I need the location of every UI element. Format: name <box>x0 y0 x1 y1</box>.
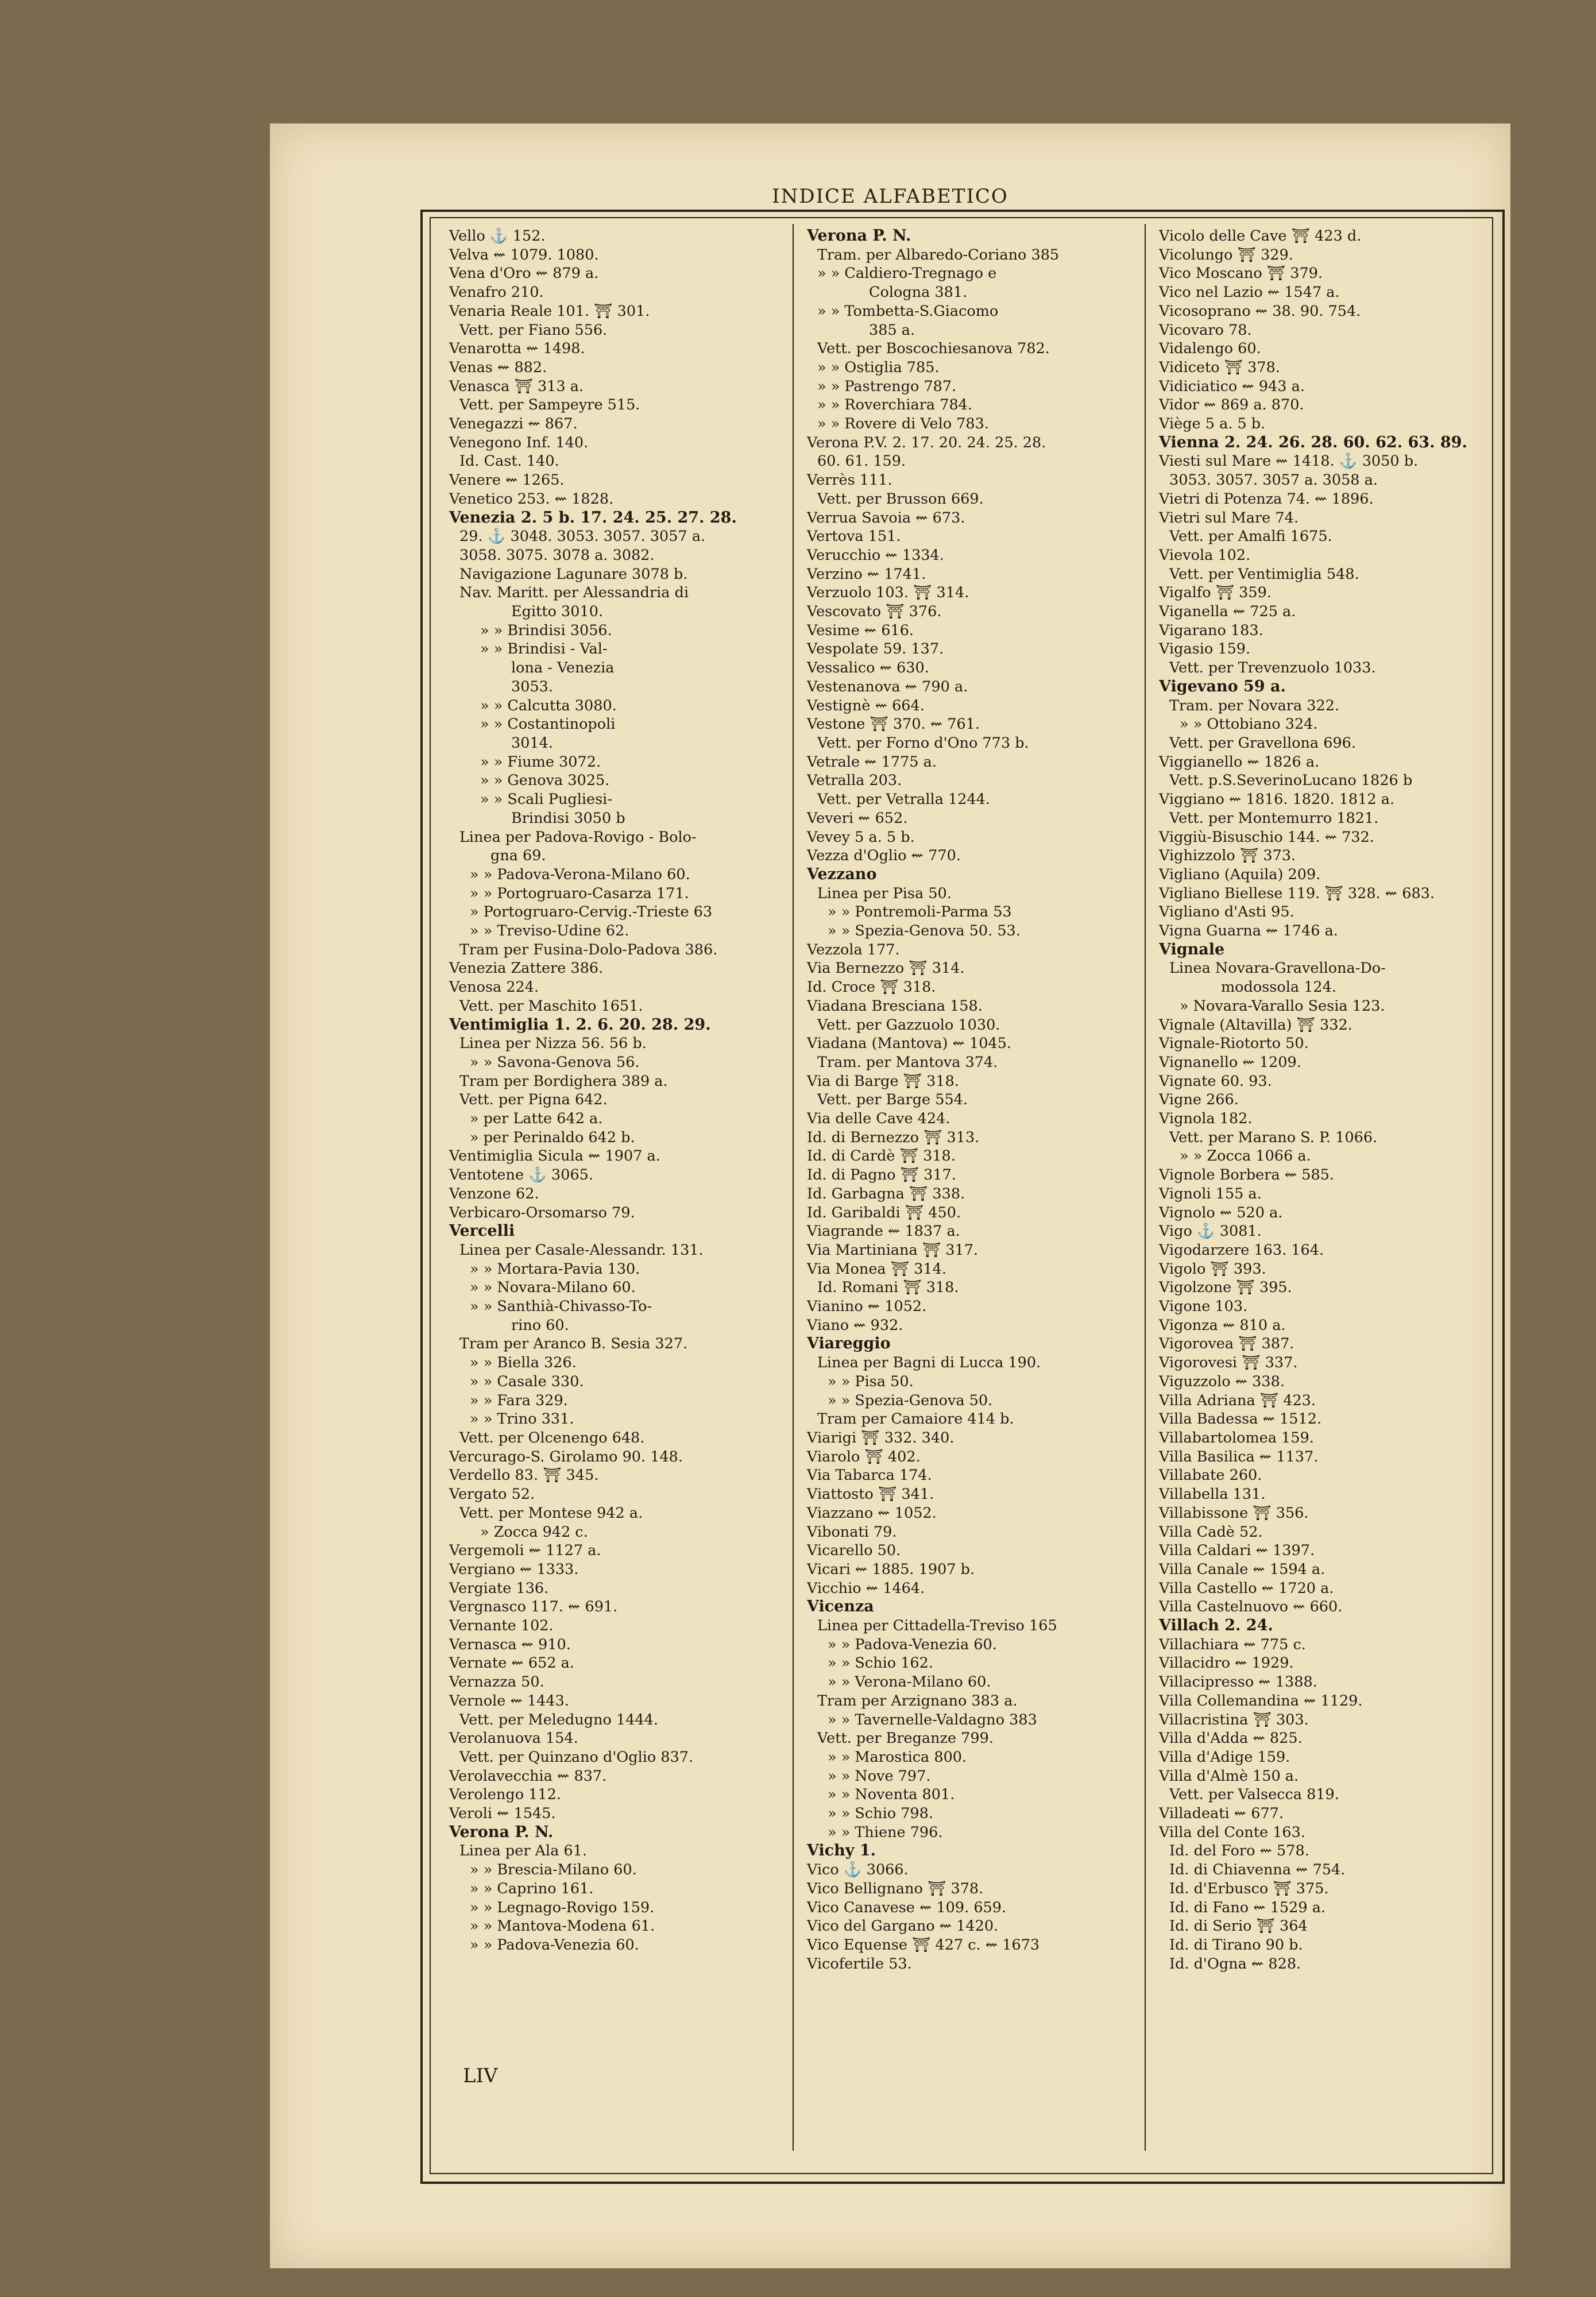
index-column-3 <box>1159 227 1498 1973</box>
index-entry: 3053. <box>511 678 554 695</box>
index-entry: Vietri sul Mare 74. <box>1159 509 1299 527</box>
index-entry: Vignola 182. <box>1159 1110 1253 1128</box>
index-entry: Verolavecchia ⇜ 837. <box>449 1767 607 1785</box>
index-entry: Vicolungo ⛩ 329. <box>1159 246 1293 264</box>
index-entry: Vergemoli ⇜ 1127 a. <box>449 1542 601 1560</box>
index-entry: Vigonza ⇜ 810 a. <box>1159 1316 1286 1334</box>
index-entry: Villabella 131. <box>1159 1486 1266 1503</box>
index-entry: Villa d'Almè 150 a. <box>1159 1767 1299 1785</box>
index-entry: Viggiù-Bisuschio 144. ⇜ 732. <box>1159 828 1374 846</box>
index-entry: Villabate 260. <box>1159 1467 1262 1484</box>
index-entry: Vernante 102. <box>449 1617 554 1635</box>
index-entry: » » Padova-Venezia 60. <box>470 1936 639 1954</box>
index-entry: Vett. per Fiano 556. <box>459 321 608 339</box>
index-entry: Via Bernezzo ⛩ 314. <box>807 960 965 977</box>
index-entry: » Portogruaro-Cervig.-Trieste 63 <box>470 903 713 921</box>
index-entry: Veveri ⇜ 652. <box>807 809 908 827</box>
index-entry: Id. di Bernezzo ⛩ 313. <box>807 1128 980 1146</box>
index-entry: Villacristina ⛩ 303. <box>1159 1711 1309 1728</box>
index-entry: » Zocca 942 c. <box>480 1523 588 1541</box>
index-entry: Linea per Cittadella-Treviso 165 <box>817 1617 1057 1635</box>
index-entry: Vigolo ⛩ 393. <box>1159 1260 1266 1278</box>
index-entry: Vico ⚓ 3066. <box>807 1861 909 1879</box>
index-entry: Vernole ⇜ 1443. <box>449 1692 569 1710</box>
index-entry: Vigliano d'Asti 95. <box>1159 903 1294 921</box>
index-entry: Vienna 2. 24. 26. 28. 60. 62. 63. 89. <box>1159 433 1467 451</box>
index-entry: Vicovaro 78. <box>1159 321 1252 339</box>
index-entry: Verbicaro-Orsomarso 79. <box>449 1204 635 1221</box>
index-entry: » » Caldiero-Tregnago e <box>817 265 997 283</box>
index-entry: Via Monea ⛩ 314. <box>807 1260 946 1278</box>
index-entry: Vercurago-S. Girolamo 90. 148. <box>449 1448 683 1465</box>
index-entry: » » Spezia-Genova 50. 53. <box>828 922 1021 940</box>
index-entry: Vigone 103. <box>1159 1298 1248 1316</box>
index-entry: Tram per Fusina-Dolo-Padova 386. <box>459 941 718 958</box>
index-entry: Viarigi ⛩ 332. 340. <box>807 1429 954 1447</box>
index-entry: » » Fiume 3072. <box>480 753 601 771</box>
index-entry: Vett. per Boscochiesanova 782. <box>817 340 1050 358</box>
index-entry: Viesti sul Mare ⇜ 1418. ⚓ 3050 b. <box>1159 453 1419 470</box>
index-entry: Vicchio ⇜ 1464. <box>807 1579 925 1597</box>
index-entry: Vibonati 79. <box>807 1523 897 1541</box>
index-entry: Via di Barge ⛩ 318. <box>807 1072 959 1090</box>
index-entry: Via Martiniana ⛩ 317. <box>807 1241 979 1259</box>
index-entry: modossola 124. <box>1221 979 1336 996</box>
index-entry: lona - Venezia <box>511 659 615 677</box>
index-entry: Id. Garbagna ⛩ 338. <box>807 1185 965 1202</box>
index-entry: » » Ottobiano 324. <box>1180 716 1318 733</box>
index-entry: Vigarano 183. <box>1159 621 1263 639</box>
index-entry: Id. d'Erbusco ⛩ 375. <box>1169 1880 1329 1897</box>
page-header-title: INDICE ALFABETICO <box>772 185 1008 208</box>
index-entry: Vigodarzere 163. 164. <box>1159 1241 1324 1259</box>
index-entry: Linea per Casale-Alessandr. 131. <box>459 1241 704 1259</box>
index-entry: Venas ⇜ 882. <box>449 358 547 376</box>
index-entry: Villa d'Adige 159. <box>1159 1748 1290 1766</box>
index-entry: Vergiate 136. <box>449 1579 549 1597</box>
index-entry: Id. di Tirano 90 b. <box>1169 1936 1303 1954</box>
index-entry: Viganella ⇜ 725 a. <box>1159 603 1296 621</box>
index-entry: Vezzola 177. <box>807 941 900 958</box>
index-column-1 <box>449 227 788 1955</box>
index-entry: Vett. per Olcenengo 648. <box>459 1429 645 1447</box>
index-entry: » » Novara-Milano 60. <box>470 1279 636 1297</box>
index-entry: Viarolo ⛩ 402. <box>807 1448 921 1465</box>
index-entry: » » Trino 331. <box>470 1410 574 1428</box>
index-entry: Verzino ⇜ 1741. <box>807 565 926 583</box>
index-entry: Vidalengo 60. <box>1159 340 1261 358</box>
index-entry: Vico Moscano ⛩ 379. <box>1159 265 1323 283</box>
index-entry: Vett. per Marano S. P. 1066. <box>1169 1128 1378 1146</box>
index-entry: Viadana (Mantova) ⇜ 1045. <box>807 1035 1012 1053</box>
index-entry: Villa Badessa ⇜ 1512. <box>1159 1410 1322 1428</box>
index-entry: Vezzano <box>807 865 877 883</box>
index-entry: Villabartolomea 159. <box>1159 1429 1314 1447</box>
index-entry: » » Mantova-Modena 61. <box>470 1917 655 1935</box>
index-entry: Tram per Arzignano 383 a. <box>817 1692 1018 1710</box>
index-entry: Velva ⇜ 1079. 1080. <box>449 246 599 264</box>
index-entry: Vignolo ⇜ 520 a. <box>1159 1204 1283 1221</box>
index-entry: » » Legnago-Rovigo 159. <box>470 1898 655 1916</box>
index-entry: Venaria Reale 101. ⛩ 301. <box>449 302 650 320</box>
index-entry: Vessalico ⇜ 630. <box>807 659 929 677</box>
index-entry: Vett. per Montese 942 a. <box>459 1504 643 1522</box>
index-entry: Viadana Bresciana 158. <box>807 997 983 1015</box>
index-entry: Id. di Cardè ⛩ 318. <box>807 1147 956 1165</box>
index-entry: Vett. per Quinzano d'Oglio 837. <box>459 1748 694 1766</box>
index-entry: Nav. Maritt. per Alessandria di <box>459 584 689 602</box>
index-entry: Vett. per Brusson 669. <box>817 490 984 508</box>
index-entry: Villa Collemandina ⇜ 1129. <box>1159 1692 1363 1710</box>
index-entry: » » Schio 162. <box>828 1654 933 1672</box>
index-entry: » » Treviso-Udine 62. <box>470 922 629 940</box>
index-entry: Villa Cadè 52. <box>1159 1523 1263 1541</box>
index-entry: » Novara-Varallo Sesia 123. <box>1180 997 1385 1015</box>
index-entry: Via delle Cave 424. <box>807 1110 950 1128</box>
index-entry: Vigolzone ⛩ 395. <box>1159 1279 1292 1297</box>
index-entry: Verrua Savoia ⇜ 673. <box>807 509 965 527</box>
index-entry: Linea per Ala 61. <box>459 1842 588 1860</box>
page-sheet <box>270 123 1510 2268</box>
index-entry: Vestone ⛩ 370. ⇜ 761. <box>807 716 980 733</box>
index-entry: Vidiciatico ⇜ 943 a. <box>1159 377 1305 395</box>
index-entry: Ventimiglia 1. 2. 6. 20. 28. 29. <box>449 1015 711 1034</box>
index-entry: Vett. per Ventimiglia 548. <box>1169 565 1359 583</box>
index-column-2 <box>807 227 1146 1973</box>
index-entry: Viazzano ⇜ 1052. <box>807 1504 937 1522</box>
index-entry: » » Santhià-Chivasso-To- <box>470 1298 652 1316</box>
index-entry: Via Tabarca 174. <box>807 1467 932 1484</box>
index-entry: Vergiano ⇜ 1333. <box>449 1560 579 1578</box>
index-entry: Villa Basilica ⇜ 1137. <box>1159 1448 1319 1465</box>
index-entry: Verona P. N. <box>449 1823 554 1841</box>
index-entry: Vett. per Barge 554. <box>817 1091 968 1109</box>
index-entry: Vigliano Biellese 119. ⛩ 328. ⇜ 683. <box>1159 884 1435 902</box>
index-entry: Villacidro ⇜ 1929. <box>1159 1654 1294 1672</box>
index-entry: » » Portogruaro-Casarza 171. <box>470 884 689 902</box>
index-entry: » » Noventa 801. <box>828 1786 955 1804</box>
index-entry: Venere ⇜ 1265. <box>449 471 565 489</box>
index-entry: Venezia Zattere 386. <box>449 960 604 977</box>
index-entry: Viano ⇜ 932. <box>807 1316 903 1334</box>
index-entry: » » Mortara-Pavia 130. <box>470 1260 640 1278</box>
index-entry: » » Biella 326. <box>470 1354 577 1372</box>
index-entry: » » Brindisi 3056. <box>480 621 612 639</box>
index-entry: » » Marostica 800. <box>828 1748 967 1766</box>
index-entry: Vernate ⇜ 652 a. <box>449 1654 574 1672</box>
index-entry: Linea per Nizza 56. 56 b. <box>459 1035 647 1053</box>
index-entry: Id. Cast. 140. <box>459 453 559 470</box>
index-entry: Vignole Borbera ⇜ 585. <box>1159 1166 1335 1184</box>
index-entry: Id. del Foro ⇜ 578. <box>1169 1842 1309 1860</box>
index-entry: Vignoli 155 a. <box>1159 1185 1262 1202</box>
index-entry: » » Pastrengo 787. <box>817 377 957 395</box>
index-entry: » » Casale 330. <box>470 1372 584 1390</box>
index-entry: 3053. 3057. 3057 a. 3058 a. <box>1169 471 1378 489</box>
index-entry: Viguzzolo ⇜ 338. <box>1159 1372 1285 1390</box>
index-entry: Venezia 2. 5 b. 17. 24. 25. 27. 28. <box>449 508 737 527</box>
index-entry: » » Zocca 1066 a. <box>1180 1147 1311 1165</box>
index-entry: 60. 61. 159. <box>817 453 906 470</box>
index-entry: » » Ostiglia 785. <box>817 358 940 376</box>
index-entry: Ventimiglia Sicula ⇜ 1907 a. <box>449 1147 660 1165</box>
index-entry: Vico nel Lazio ⇜ 1547 a. <box>1159 284 1340 301</box>
index-entry: Vergnasco 117. ⇜ 691. <box>449 1598 618 1616</box>
index-entry: Villa d'Adda ⇜ 825. <box>1159 1730 1303 1747</box>
index-entry: Verona P.V. 2. 17. 20. 24. 25. 28. <box>807 434 1046 451</box>
index-entry: Vevey 5 a. 5 b. <box>807 828 915 846</box>
index-entry: Tram per Camaiore 414 b. <box>817 1410 1014 1428</box>
index-entry: Tram. per Albaredo-Coriano 385 <box>817 246 1060 264</box>
index-entry: Vett. per Pigna 642. <box>459 1091 608 1109</box>
index-entry: Viggianello ⇜ 1826 a. <box>1159 753 1320 771</box>
index-entry: » » Verona-Milano 60. <box>828 1673 991 1691</box>
index-entry: Venosa 224. <box>449 979 539 996</box>
index-entry: Viareggio <box>807 1335 891 1353</box>
index-entry: » » Savona-Genova 56. <box>470 1053 640 1071</box>
index-entry: Vicarello 50. <box>807 1542 901 1560</box>
index-entry: Vetrale ⇜ 1775 a. <box>807 753 937 771</box>
index-entry: Vello ⚓ 152. <box>449 227 546 245</box>
index-entry: Linea Novara-Gravellona-Do- <box>1169 960 1386 977</box>
index-entry: Vett. per Vetralla 1244. <box>817 791 991 809</box>
index-entry: » » Roverchiara 784. <box>817 396 972 414</box>
index-entry: Vicofertile 53. <box>807 1955 912 1973</box>
index-entry: Id. di Fano ⇜ 1529 a. <box>1169 1898 1326 1916</box>
index-entry: Id. Croce ⛩ 318. <box>807 979 936 996</box>
index-entry: Vernasca ⇜ 910. <box>449 1635 571 1653</box>
index-entry: Vico Bellignano ⛩ 378. <box>807 1880 984 1897</box>
index-entry: Vignanello ⇜ 1209. <box>1159 1053 1301 1071</box>
index-entry: Vigorovea ⛩ 387. <box>1159 1335 1294 1353</box>
index-entry: Tram per Aranco B. Sesia 327. <box>459 1335 688 1353</box>
index-entry: » » Genova 3025. <box>480 772 610 790</box>
index-entry: Id. di Serio ⛩ 364 <box>1169 1917 1308 1935</box>
index-entry: » » Schio 798. <box>828 1805 933 1823</box>
index-entry: Brindisi 3050 b <box>511 809 625 827</box>
index-entry: Verzuolo 103. ⛩ 314. <box>807 584 969 602</box>
index-entry: Vichy 1. <box>807 1842 876 1860</box>
index-entry: Vigna Guarna ⇜ 1746 a. <box>1159 922 1338 940</box>
index-entry: Vigliano (Aquila) 209. <box>1159 865 1321 883</box>
index-entry: Villadeati ⇜ 677. <box>1159 1805 1284 1823</box>
index-entry: Venegono Inf. 140. <box>449 434 589 451</box>
index-entry: » » Calcutta 3080. <box>480 697 617 714</box>
index-entry: 29. ⚓ 3048. 3053. 3057. 3057 a. <box>459 528 706 546</box>
index-entry: Vignale-Riotorto 50. <box>1159 1035 1309 1053</box>
index-entry: Cologna 381. <box>869 284 968 301</box>
index-entry: Tram. per Novara 322. <box>1169 697 1340 714</box>
index-entry: Villa Adriana ⛩ 423. <box>1159 1391 1316 1409</box>
index-entry: Villa Caldari ⇜ 1397. <box>1159 1542 1315 1560</box>
index-entry: Vett. per Gravellona 696. <box>1169 734 1357 752</box>
index-entry: » » Scali Pugliesi- <box>480 791 612 809</box>
index-entry: Vett. per Amalfi 1675. <box>1169 528 1332 546</box>
column-divider <box>793 224 794 2151</box>
index-entry: Venegazzi ⇜ 867. <box>449 415 578 433</box>
index-entry: Vescovato ⛩ 376. <box>807 603 942 621</box>
index-entry: Vergato 52. <box>449 1486 535 1503</box>
index-entry: Vicosoprano ⇜ 38. 90. 754. <box>1159 302 1361 320</box>
index-entry: Venafro 210. <box>449 284 544 301</box>
index-entry: » » Pisa 50. <box>828 1372 914 1390</box>
index-entry: Villachiara ⇜ 775 c. <box>1159 1635 1306 1653</box>
index-entry: Vena d'Oro ⇜ 879 a. <box>449 265 599 283</box>
index-entry: Vievola 102. <box>1159 546 1251 564</box>
index-entry: » » Brescia-Milano 60. <box>470 1861 637 1879</box>
index-entry: Venetico 253. ⇜ 1828. <box>449 490 614 508</box>
index-entry: Vezza d'Oglio ⇜ 770. <box>807 847 961 865</box>
index-entry: rino 60. <box>511 1316 569 1334</box>
index-entry: 3014. <box>511 734 554 752</box>
index-entry: » » Tavernelle-Valdagno 383 <box>828 1711 1037 1728</box>
index-entry: Id. Garibaldi ⛩ 450. <box>807 1204 961 1221</box>
index-entry: Vestignè ⇜ 664. <box>807 697 925 714</box>
index-entry: » » Tombetta-S.Giacomo <box>817 302 999 320</box>
index-entry: Venzone 62. <box>449 1185 539 1202</box>
index-entry: Vett. per Breganze 799. <box>817 1730 994 1747</box>
index-entry: Vett. p.S.SeverinoLucano 1826 b <box>1169 772 1413 790</box>
index-entry: Venarotta ⇜ 1498. <box>449 340 585 358</box>
index-entry: Linea per Pisa 50. <box>817 884 952 902</box>
index-entry: Vicolo delle Cave ⛩ 423 d. <box>1159 227 1362 245</box>
index-entry: » » Padova-Verona-Milano 60. <box>470 865 690 883</box>
index-entry: Tram per Bordighera 389 a. <box>459 1072 668 1090</box>
index-entry: Vertova 151. <box>807 528 901 546</box>
index-entry: 385 a. <box>869 321 915 339</box>
index-entry: Vett. per Maschito 1651. <box>459 997 643 1015</box>
index-entry: Verdello 83. ⛩ 345. <box>449 1467 599 1484</box>
index-entry: Linea per Bagni di Lucca 190. <box>817 1354 1041 1372</box>
index-entry: Id. di Pagno ⛩ 317. <box>807 1166 956 1184</box>
index-entry: Verucchio ⇜ 1334. <box>807 546 944 564</box>
index-entry: Vicari ⇜ 1885. 1907 b. <box>807 1560 975 1578</box>
index-entry: » » Pontremoli-Parma 53 <box>828 903 1012 921</box>
index-entry: Egitto 3010. <box>511 603 604 621</box>
index-entry: Id. Romani ⛩ 318. <box>817 1279 959 1297</box>
index-entry: Vercelli <box>449 1222 515 1240</box>
index-entry: Vigalfo ⛩ 359. <box>1159 584 1272 602</box>
index-entry: » per Latte 642 a. <box>470 1110 603 1128</box>
index-entry: Venasca ⛩ 313 a. <box>449 377 584 395</box>
index-entry: Vett. per Sampeyre 515. <box>459 396 640 414</box>
index-entry: gna 69. <box>490 847 546 865</box>
index-entry: Verolengo 112. <box>449 1786 561 1804</box>
index-entry: Vigevano 59 a. <box>1159 677 1286 695</box>
index-entry: Vernazza 50. <box>449 1673 544 1691</box>
index-entry: Verrès 111. <box>807 471 892 489</box>
index-entry: Vico del Gargano ⇜ 1420. <box>807 1917 999 1935</box>
index-entry: Vietri di Potenza 74. ⇜ 1896. <box>1159 490 1374 508</box>
index-entry: Id. d'Ogna ⇜ 828. <box>1169 1955 1301 1973</box>
page-number: LIV <box>463 2064 498 2087</box>
index-entry: Vignale <box>1159 940 1225 958</box>
index-entry: Vespolate 59. 137. <box>807 640 944 658</box>
index-entry: Vesime ⇜ 616. <box>807 621 914 639</box>
index-entry: Viagrande ⇜ 1837 a. <box>807 1223 960 1240</box>
index-entry: 3058. 3075. 3078 a. 3082. <box>459 546 655 564</box>
index-entry: Verolanuova 154. <box>449 1730 578 1747</box>
index-entry: Villa Canale ⇜ 1594 a. <box>1159 1560 1326 1578</box>
index-entry: Vidor ⇜ 869 a. 870. <box>1159 396 1304 414</box>
index-entry: Vignate 60. 93. <box>1159 1072 1272 1090</box>
index-entry: Vigasio 159. <box>1159 640 1251 658</box>
index-entry: » » Costantinopoli <box>480 716 616 733</box>
index-entry: Villach 2. 24. <box>1159 1617 1273 1635</box>
index-entry: » » Padova-Venezia 60. <box>828 1635 997 1653</box>
index-entry: Verona P. N. <box>807 227 911 245</box>
index-entry: Viattosto ⛩ 341. <box>807 1486 934 1503</box>
index-entry: Vigo ⚓ 3081. <box>1159 1223 1262 1240</box>
index-entry: Viège 5 a. 5 b. <box>1159 415 1266 433</box>
index-entry: Vett. per Valsecca 819. <box>1169 1786 1339 1804</box>
index-entry: » » Brindisi - Val- <box>480 640 608 658</box>
index-entry: Vett. per Montemurro 1821. <box>1169 809 1379 827</box>
index-entry: Vianino ⇜ 1052. <box>807 1298 927 1316</box>
index-entry: » » Thiene 796. <box>828 1823 943 1841</box>
index-entry: Vett. per Trevenzuolo 1033. <box>1169 659 1376 677</box>
index-entry: Vigorovesi ⛩ 337. <box>1159 1354 1298 1372</box>
index-entry: » » Rovere di Velo 783. <box>817 415 989 433</box>
index-entry: Villa Castello ⇜ 1720 a. <box>1159 1579 1334 1597</box>
index-entry: » » Spezia-Genova 50. <box>828 1391 993 1409</box>
index-entry: Navigazione Lagunare 3078 b. <box>459 565 688 583</box>
index-entry: Vett. per Meledugno 1444. <box>459 1711 658 1728</box>
index-entry: Tram. per Mantova 374. <box>817 1053 998 1071</box>
index-entry: Vett. per Gazzuolo 1030. <box>817 1016 1000 1034</box>
index-entry: Viggiano ⇜ 1816. 1820. 1812 a. <box>1159 791 1395 809</box>
index-entry: » » Caprino 161. <box>470 1880 594 1897</box>
index-entry: Villacipresso ⇜ 1388. <box>1159 1673 1317 1691</box>
index-entry: Vidiceto ⛩ 378. <box>1159 358 1280 376</box>
index-entry: Vico Canavese ⇜ 109. 659. <box>807 1898 1007 1916</box>
index-entry: Vighizzolo ⛩ 373. <box>1159 847 1296 865</box>
index-entry: Villa Castelnuovo ⇜ 660. <box>1159 1598 1343 1616</box>
index-entry: Vicenza <box>807 1598 874 1616</box>
index-entry: Id. di Chiavenna ⇜ 754. <box>1169 1861 1346 1879</box>
index-entry: » » Nove 797. <box>828 1767 931 1785</box>
index-entry: Ventotene ⚓ 3065. <box>449 1166 594 1184</box>
index-entry: » » Fara 329. <box>470 1391 568 1409</box>
index-entry: Vico Equense ⛩ 427 c. ⇜ 1673 <box>807 1936 1040 1954</box>
index-entry: Villabissone ⛩ 356. <box>1159 1504 1309 1522</box>
index-entry: Vestenanova ⇜ 790 a. <box>807 678 968 695</box>
index-entry: Veroli ⇜ 1545. <box>449 1805 556 1823</box>
index-entry: Vetralla 203. <box>807 772 902 790</box>
index-entry: Vigne 266. <box>1159 1091 1239 1109</box>
index-entry: Vignale (Altavilla) ⛩ 332. <box>1159 1016 1352 1034</box>
index-entry: Linea per Padova-Rovigo - Bolo- <box>459 828 697 846</box>
index-entry: Vett. per Forno d'Ono 773 b. <box>817 734 1029 752</box>
index-entry: Villa del Conte 163. <box>1159 1823 1305 1841</box>
index-entry: » per Perinaldo 642 b. <box>470 1128 635 1146</box>
